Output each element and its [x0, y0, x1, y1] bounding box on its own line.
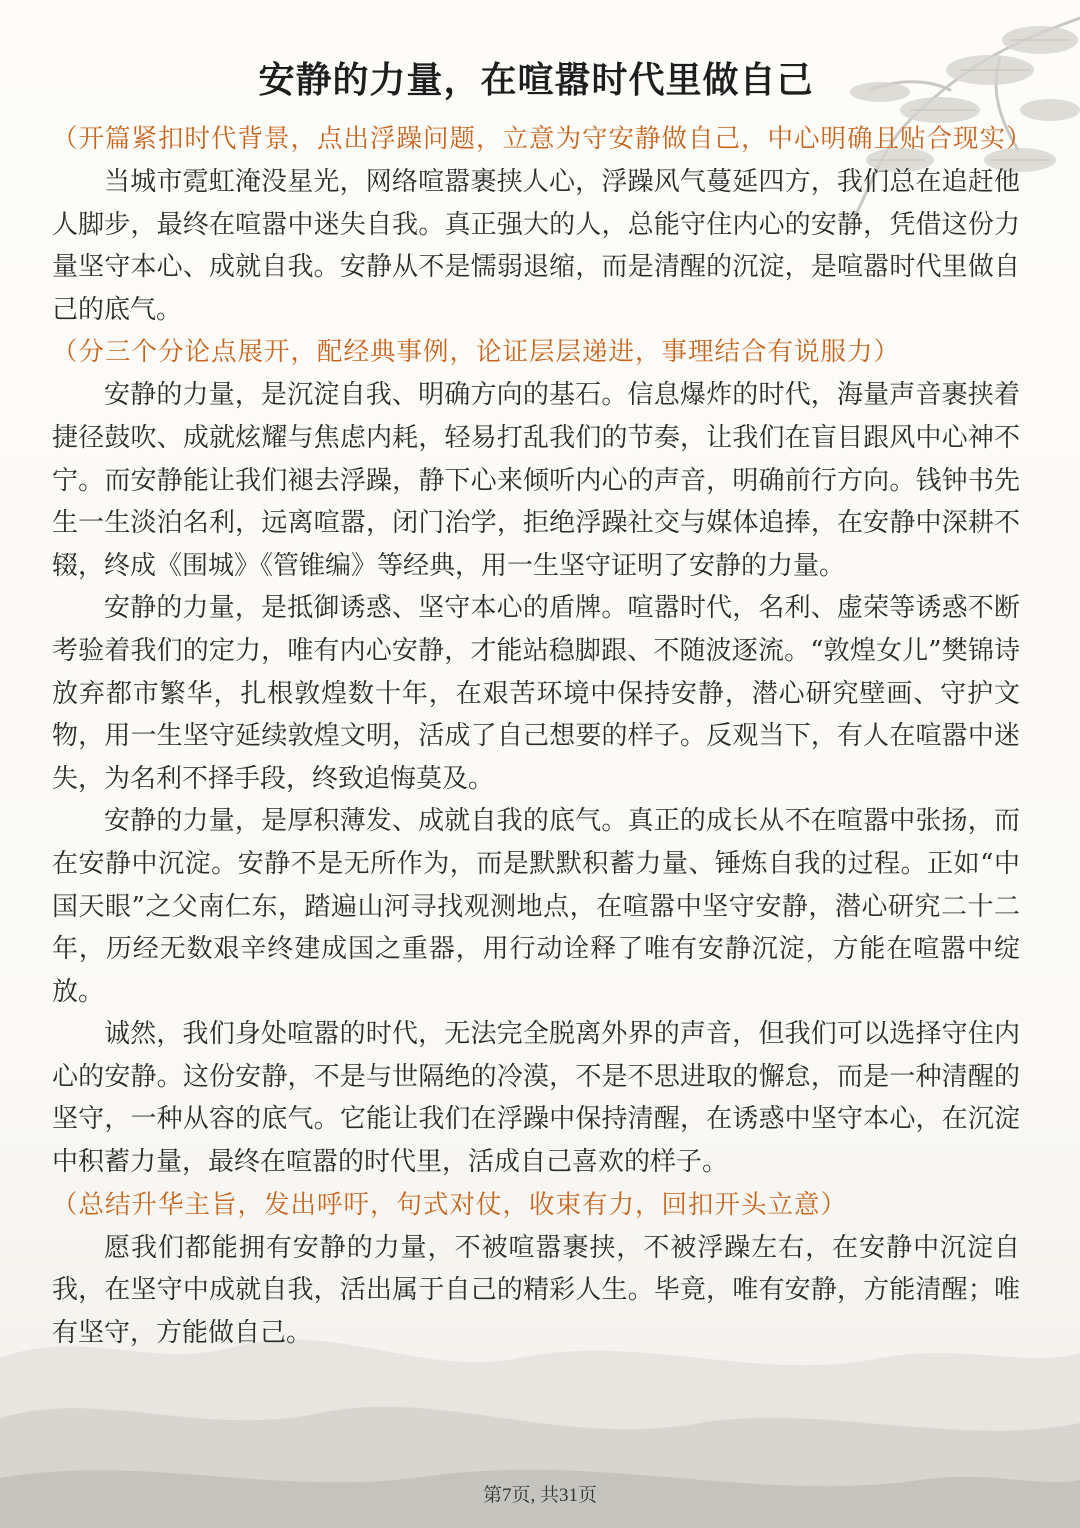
paragraph-argument-2: 安静的力量，是抵御诱惑、坚守本心的盾牌。喧嚣时代，名利、虚荣等诱惑不断考验着我们的定力，唯有内心安静，才能站稳脚跟、不随波逐流。“敦煌女儿”樊锦诗放弃都市繁华，扎根敦煌数十年，在艰苦环境中保持安静，潜心研究壁画、守护文物，用一生坚守延续敦煌文明，活成了自己想要的样子。反观当下，有人在喧嚣中迷失，为名利不择手段，终致追悔莫及。 [52, 593, 1020, 794]
document-content [52, 50, 1033, 1354]
annotation-body: （分三个分论点展开，配经典事例，论证层层递进，事理结合有说服力） [52, 337, 901, 368]
annotation-intro: （开篇紧扣时代背景，点出浮躁问题，立意为守安静做自己，中心明确且贴合现实） [52, 124, 1033, 154]
paragraph-argument-1: 安静的力量，是沉淀自我、明确方向的基石。信息爆炸的时代，海量声音裹挟着捷径鼓吹、成就炫耀与焦虑内耗，轻易打乱我们的节奏，让我们在盲目跟风中心神不宁。而安静能让我们褪去浮躁，静下心来倾听内心的声音，明确前行方向。钱钟书先生一生淡泊名利，远离喧嚣，闭门治学，拒绝浮躁社交与媒体追捧，在安静中深耕不辍，终成《围城》《管锥编》等经典，用一生坚守证明了安静的力量。 [52, 380, 1020, 581]
paragraph-discussion: 诚然，我们身处喧嚣的时代，无法完全脱离外界的声音，但我们可以选择守住内心的安静。这份安静，不是与世隔绝的冷漠，不是不思进取的懈怠，而是一种清醒的坚守，一种从容的底气。它能让我们在浮躁中保持清醒，在诱惑中坚守本心，在沉淀中积蓄力量，最终在喧嚣的时代里，活成自己喜欢的样子。 [52, 1019, 1020, 1178]
paragraph-intro: 当城市霓虹淹没星光，网络喧嚣裹挟人心，浮躁风气蔓延四方，我们总在追赶他人脚步，最终在喧嚣中迷失自我。真正强大的人，总能守住内心的安静，凭借这份力量坚守本心、成就自我。安静从不是懦弱退缩，而是清醒的沉淀，是喧嚣时代里做自己的底气。 [52, 167, 1020, 325]
annotation-conclusion: （总结升华主旨，发出呼吁，句式对仗，收束有力，回扣开头立意） [52, 1189, 848, 1220]
paragraph-conclusion: 愿我们都能拥有安静的力量，不被喧嚣裹挟，不被浮躁左右，在安静中沉淀自我，在坚守中成就自我，活出属于自己的精彩人生。毕竟，唯有安静，方能清醒；唯有坚守，方能做自己。 [52, 1232, 1020, 1348]
page-number: 第7页, 共31页 [482, 1485, 597, 1506]
paragraph-argument-3: 安静的力量，是厚积薄发、成就自我的底气。真正的成长从不在喧嚣中张扬，而在安静中沉淀。安静不是无所作为，而是默默积蓄力量、锤炼自我的过程。正如“中国天眼”之父南仁东，踏遍山河寻找观测地点，在喧嚣中坚守安静，潜心研究二十二年，历经无数艰辛终建成国之重器，用行动诠释了唯有安静沉淀，方能在喧嚣中绽放。 [52, 806, 1020, 1007]
document-title: 安静的力量，在喧嚣时代里做自己 [258, 60, 814, 101]
